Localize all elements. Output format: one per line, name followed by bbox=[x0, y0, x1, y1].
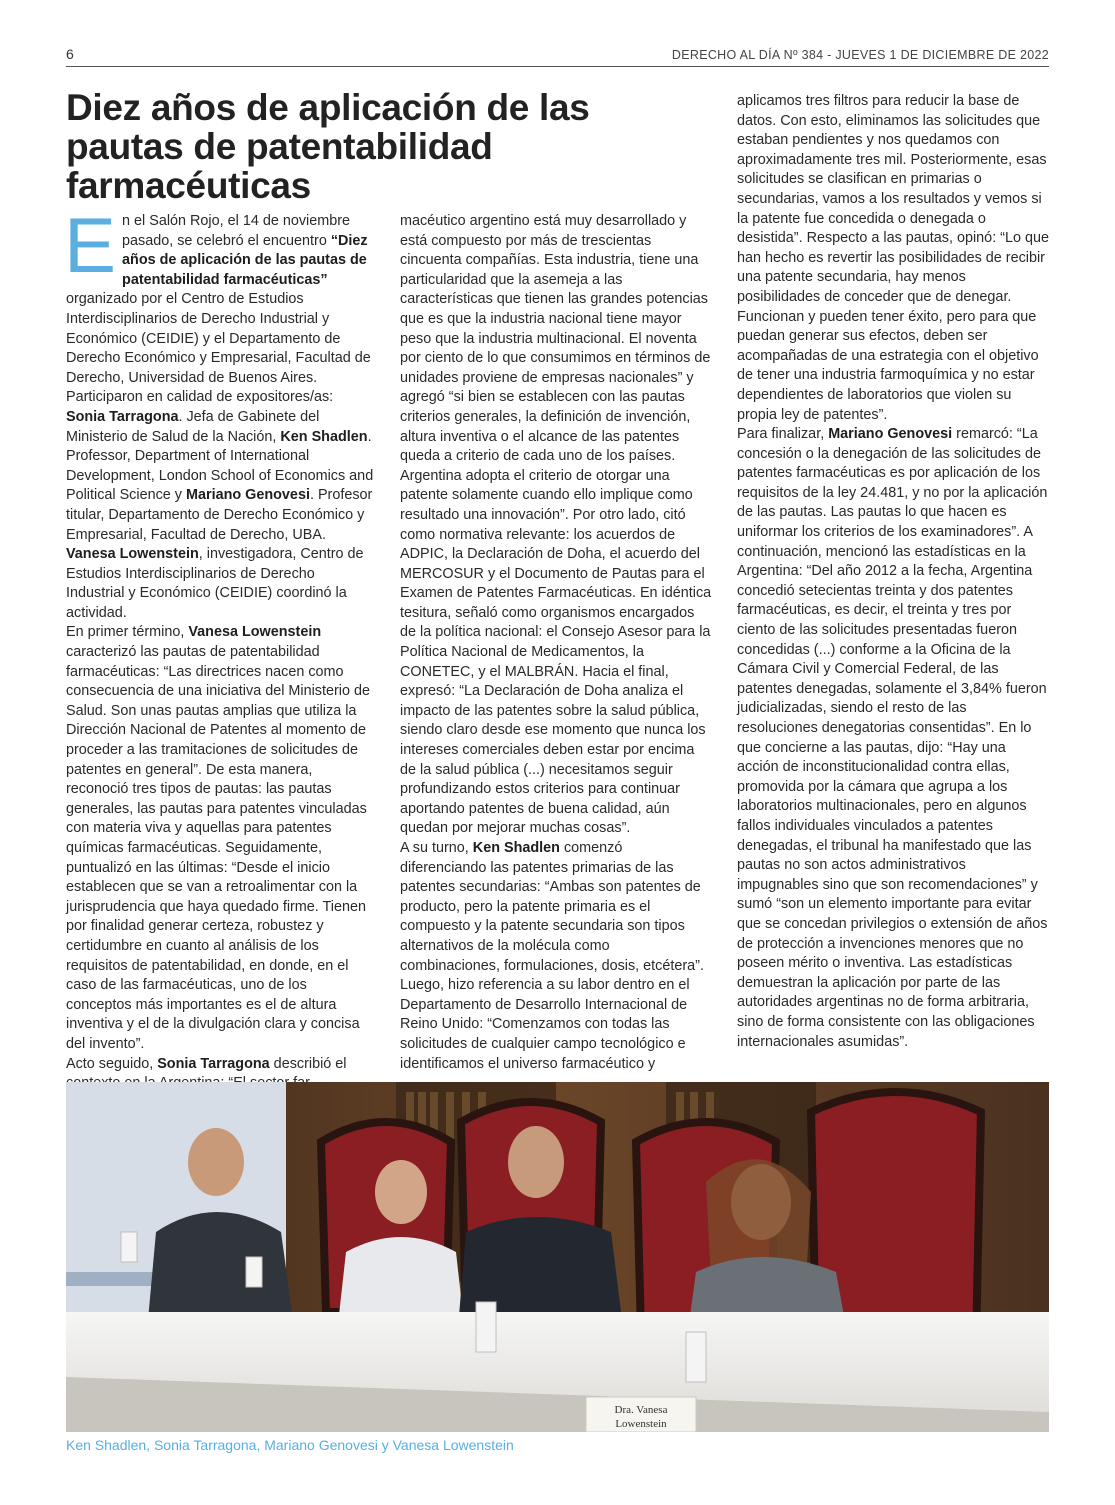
speaker-name: Ken Shadlen bbox=[280, 428, 368, 445]
speaker-name: Mariano Genovesi bbox=[828, 426, 953, 443]
text-run: organizado por el Centro de Estudios Interdisciplinarios de Derecho Industrial y Económico (CEIDIE) y el Departamento de Derecho Económico y Empresarial, Facultad de Derecho, Universidad de Buenos Aires. Participaron en calidad de expositores/as: bbox=[66, 291, 371, 406]
paragraph bbox=[737, 425, 1049, 1052]
text-run: En primer término, bbox=[66, 624, 189, 641]
paragraph bbox=[64, 201, 376, 623]
event-photo bbox=[66, 1082, 1049, 1432]
text-run: remarcó: “La concesión o la denegación de las solicitudes de patentes farmacéuticas es por aplicación de los requisitos de la ley 24.481, y no por la aplicación de las pautas. Las pautas lo que hacen es uniformar los criterios de los examinadores”. A continuación, mencionó las estadísticas en la Argentina: “Del año 2012 a la fecha, Argentina concedió setecientas treinta y dos patentes farmacéuticas, es decir, el treinta y tres por ciento de las solicitudes presentadas fueron concedidas (...) conforme a la Oficina de la Cámara Civil y Comercial Federal, de las patentes denegadas, solamente el 3,84% fueron judicializadas, siendo el resto de las resoluciones denegatorias consentidas”. En lo que concierne a las pautas, dijo: “Hay una acción de inconstitucionalidad contra ellas, promovida por la cámara que agrupa a los laboratorios multinacionales, pero en algunos fallos individuales vinculados a patentes denegadas, el tribunal ha manifestado que las pautas no son actos administrativos impugnables sino que son recomendaciones” y sumó “son un elemento importante para evitar que se concedan privilegios o extensión de años de protección a invenciones menores que no poseen mérito o inventiva. Las estadísticas demuestran la aplicación por parte de las autoridades argentinas no de forma arbitraria, sino de forma consistente con las obligaciones internacionales asumidas”. bbox=[737, 426, 1048, 1050]
article-column-3 bbox=[737, 92, 1049, 1052]
event-title: “Diez años de aplicación de las pautas de patentabilidad farmacéuticas” bbox=[122, 232, 368, 288]
text-run: n el Salón Rojo, el 14 de noviembre pasado, se celebró el encuentro bbox=[122, 213, 351, 249]
text-run: describió el bbox=[273, 1055, 347, 1072]
page-number: 6 bbox=[66, 46, 74, 62]
paragraph: aplicamos tres filtros para reducir la base de datos. Con esto, eliminamos las solicitudes que estaban pendientes y nos quedamos con aproximadamente tres mil. Posteriormente, esas solicitudes se clasifican en primarias o secundarias, vamos a los resultados y vemos si la patente fue concedida o denegada o desistida”. Respecto a las pautas, opinó: “Lo que han hecho es revertir las posibilidades de recibir una patente secundaria, hay menos posibilidades de conceder que de denegar. Funcionan y pueden tener éxito, pero para que puedan generar sus efectos, deben ser acompañadas de una estrategia con el objetivo de tener una industria farmoquímica y no estar dependientes de laboratorios que violen su propia ley de patentes”. bbox=[737, 93, 1049, 423]
text-run: . Jefa de Gabinete del Ministerio de Salud de la Nación, bbox=[66, 408, 320, 445]
nameplate-line-1: Dra. Vanesa bbox=[614, 1404, 668, 1416]
nameplate bbox=[586, 1397, 696, 1432]
speaker-name: Sonia Tarragona bbox=[157, 1055, 270, 1072]
text-run: A su turno, bbox=[400, 840, 473, 856]
text-run: Acto seguido, bbox=[66, 1055, 158, 1072]
article-headline: Diez años de aplicación de las pautas de patentabilidad farmacéuticas bbox=[66, 87, 590, 206]
text-run: . Professor, Department of International Development, London School of Economics and Political Science y bbox=[66, 428, 374, 504]
panel-photo-illustration bbox=[66, 1082, 1049, 1432]
dropcap: E bbox=[64, 201, 117, 289]
paragraph bbox=[66, 623, 376, 1054]
speaker-name: Ken Shadlen bbox=[472, 840, 560, 856]
speaker-name: Vanesa Lowenstein bbox=[188, 624, 322, 641]
running-head: DERECHO AL DÍA Nº 384 - JUEVES 1 DE DICIEMBRE DE 2022 bbox=[671, 48, 1049, 62]
paragraph bbox=[400, 839, 712, 1074]
text-run: Para finalizar, bbox=[737, 426, 829, 443]
photo-caption: Ken Shadlen, Sonia Tarragona, Mariano Genovesi y Vanesa Lowenstein bbox=[66, 1437, 514, 1453]
text-run: . Profesor titular, Departamento de Derecho Económico y Empresarial, Facultad de Derecho, UBA. bbox=[66, 487, 373, 543]
text-run: comenzó diferenciando las patentes primarias de las patentes secundarias: “Ambas son patentes de producto, pero la patente primaria es el compuesto y la patente secundaria son tipos alternativos de la molécula como combinaciones, formulaciones, dosis, etcétera”. Luego, hizo referencia a su labor dentro en el Departamento de Desarrollo Internacional de Reino Unido: “Comenzamos con todas las solicitudes de cualquier campo tecnológico e identificamos el universo farmacéutico y bbox=[400, 840, 704, 1072]
text-run: , investigadora, Centro de Estudios Interdisciplinarios de Derecho Industrial y Económico (CEIDIE) coordinó la actividad. bbox=[66, 546, 364, 621]
header-rule bbox=[66, 66, 1049, 67]
speaker-name: Sonia Tarragona bbox=[66, 408, 179, 425]
nameplate-line-2: Lowenstein bbox=[615, 1418, 667, 1430]
speaker-name: Mariano Genovesi bbox=[185, 487, 310, 504]
text-run: caracterizó las pautas de patentabilidad farmacéuticas: “Las directrices nacen como consecuencia de una iniciativa del Ministerio de Salud. Son unas pautas amplias que utiliza la Dirección Nacional de Patentes al momento de proceder a las tramitaciones de solicitudes de patentes en general”. De esta manera, reconoció tres tipos de pautas: las pautas generales, las pautas para patentes vinculadas con materia viva y aquellas para patentes químicas farmacéuticas. Seguidamente, puntualizó en las últimas: “Desde el inicio establecen que se van a retroalimentar con la jurisprudencia que haya quedado firme. Tienen por finalidad generar certeza, robustez y certidumbre en cuanto al análisis de los requisitos de patentabilidad, en donde, en el caso de las farmacéuticas, uno de los conceptos más importantes es el de altura inventiva y el de la divulgación clara y concisa del invento”. bbox=[66, 644, 370, 1052]
paragraph: macéutico argentino está muy desarrollado y está compuesto por más de trescientas cincuenta compañías. Esta industria, tiene una particularidad que la asemeja a las características que tienen las grandes potencias que es que la industria nacional tiene mayor peso que la industria multinacional. El noventa por ciento de lo que consumimos en términos de unidades proviene de empresas nacionales” y agregó “si bien se establecen con las pautas criterios generales, la definición de invención, altura inventiva o el alcance de las patentes queda a criterio de cada uno de los países. Argentina adopta el criterio de otorgar una patente solamente cuando ello implique como resultado una innovación”. Por otro lado, citó como normativa relevante: los acuerdos de ADPIC, la Declaración de Doha, el acuerdo del MERCOSUR y el Documento de Pautas para el Examen de Patentes Farmacéuticas. En idéntica tesitura, señaló como organismos encargados de la política nacional: el Consejo Asesor para la Política Nacional de Medicamentos, la CONETEC, y el MALBRÁN. Hacia el final, expresó: “La Declaración de Doha analiza el impacto de las patentes sobre la salud pública, siendo claro desde ese momento que nunca los intereses comerciales deben estar por encima de la salud pública (...) necesitamos seguir profundizando estos criterios para continuar aportando patentes de buena calidad, aún quedan por mejorar muchas cosas”. bbox=[400, 213, 712, 837]
article-column-1 bbox=[64, 201, 376, 1094]
speaker-name: Vanesa Lowenstein bbox=[66, 546, 199, 563]
article-column-2 bbox=[400, 212, 712, 1074]
